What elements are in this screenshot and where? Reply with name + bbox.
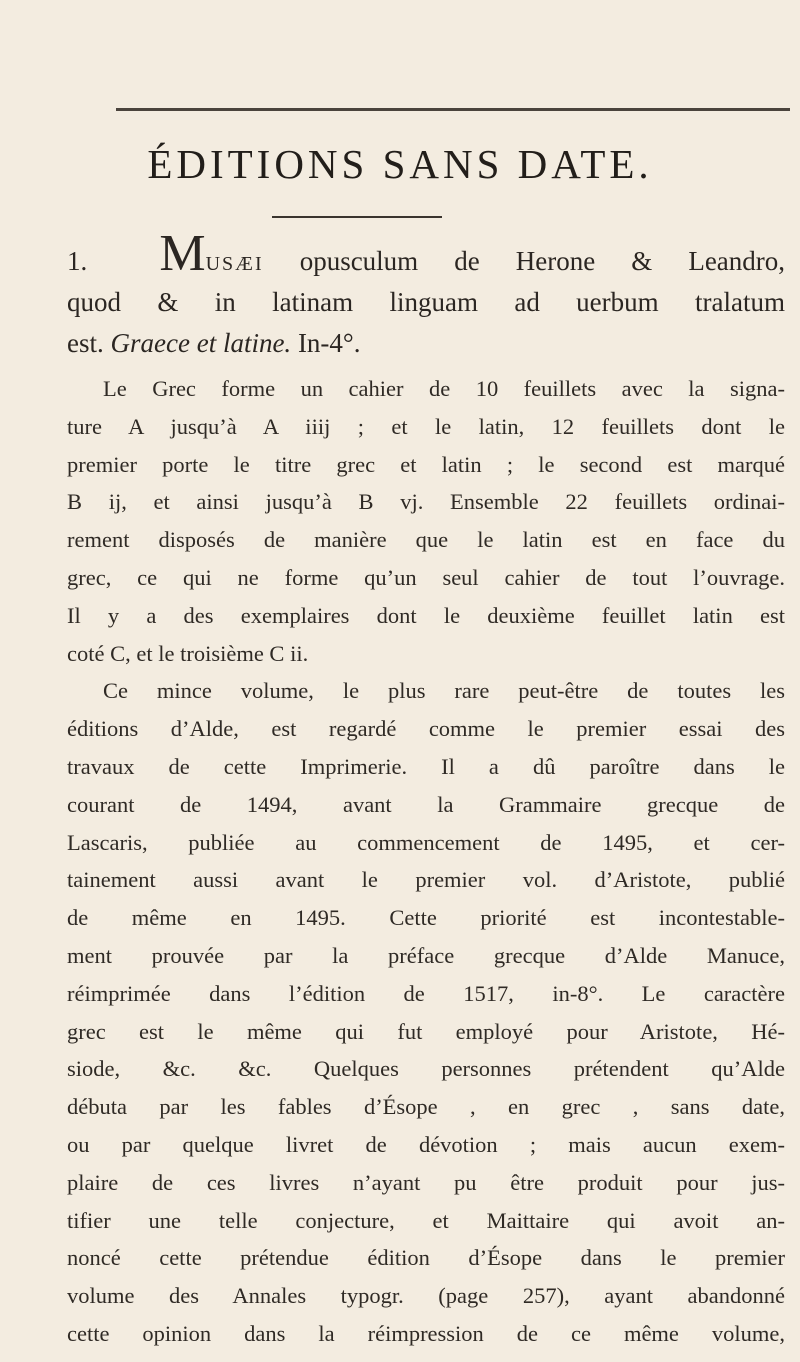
text-line: courant de 1494, avant la Grammaire grecque de [67, 791, 785, 817]
text-block [67, 226, 785, 1353]
text-line: ture A jusqu’à A iiij ; et le latin, 12 feuillets dont le [67, 413, 785, 439]
entry-heading [67, 226, 785, 364]
text-line: plaire de ces livres n’ayant pu être produit pour jus- [67, 1169, 785, 1195]
entry-number: 1. [67, 246, 88, 276]
text-line: Lascaris, publiée au commencement de 1495, et cer- [67, 829, 785, 855]
text-line: grec, ce qui ne forme qu’un seul cahier de tout l’ouvrage. [67, 564, 785, 590]
text-line: coté C, et le troisième C ii. [67, 640, 309, 666]
page-title: ÉDITIONS SANS DATE. [147, 141, 653, 187]
text-line: volume des Annales typogr. (page 257), ayant abandonné [67, 1283, 785, 1309]
text-line: Ce mince volume, le plus rare peut-être de toutes les [103, 678, 785, 704]
text-line: grec est le même qui fut employé pour Aristote, Hé- [67, 1018, 785, 1044]
text-line: tainement aussi avant le premier vol. d’Aristote, publié [67, 867, 785, 893]
text-line: premier porte le titre grec et latin ; le second est marqué [67, 451, 785, 477]
top-rule [116, 108, 790, 111]
text-line: noncé cette prétendue édition d’Ésope dans le premier [67, 1245, 785, 1271]
title-rule [272, 216, 442, 218]
text-line: tifier une telle conjecture, et Maittaire qui avoit an- [67, 1207, 785, 1233]
entry-line: quod & in latinam linguam ad uerbum tralatum [67, 287, 785, 317]
text-line: ou par quelque livret de dévotion ; mais aucun exem- [67, 1131, 785, 1157]
text-line: Il y a des exemplaires dont le deuxième feuillet latin est [67, 602, 785, 628]
entry-line [67, 226, 785, 282]
text-line: siode, &c. &c. Quelques personnes prétendent qu’Alde [67, 1056, 785, 1082]
paragraph-1 [67, 370, 785, 672]
entry-format: In-4°. [297, 328, 361, 358]
text-line: ment prouvée par la préface grecque d’Alde Manuce, [67, 942, 785, 968]
text-line: de même en 1495. Cette priorité est incontestable- [67, 905, 785, 931]
text-line: cette opinion dans la réimpression de ce même volume, [67, 1320, 785, 1346]
entry-title-text: opusculum de Herone & Leandro, [299, 246, 785, 276]
entry-line [67, 323, 785, 364]
text-line: Le Grec forme un cahier de 10 feuillets avec la signa- [103, 376, 785, 401]
text-line: rement disposés de manière que le latin est en face du [67, 527, 785, 553]
drop-cap: M [159, 226, 206, 282]
entry-text: est. [67, 328, 104, 358]
text-line: travaux de cette Imprimerie. Il a dû paroître dans le [67, 753, 785, 779]
text-line: débuta par les fables d’Ésope , en grec , sans date, [67, 1094, 785, 1120]
text-line: éditions d’Alde, est regardé comme le premier essai des [67, 716, 785, 742]
text-line: B ij, et ainsi jusqu’à B vj. Ensemble 22 feuillets ordinai- [67, 489, 785, 515]
entry-italic: Graece et latine. [110, 328, 292, 358]
entry-smallcaps: USÆI [205, 253, 264, 275]
text-line: réimprimée dans l’édition de 1517, in-8°. Le caractère [67, 980, 785, 1006]
paragraph-2 [67, 672, 785, 1352]
